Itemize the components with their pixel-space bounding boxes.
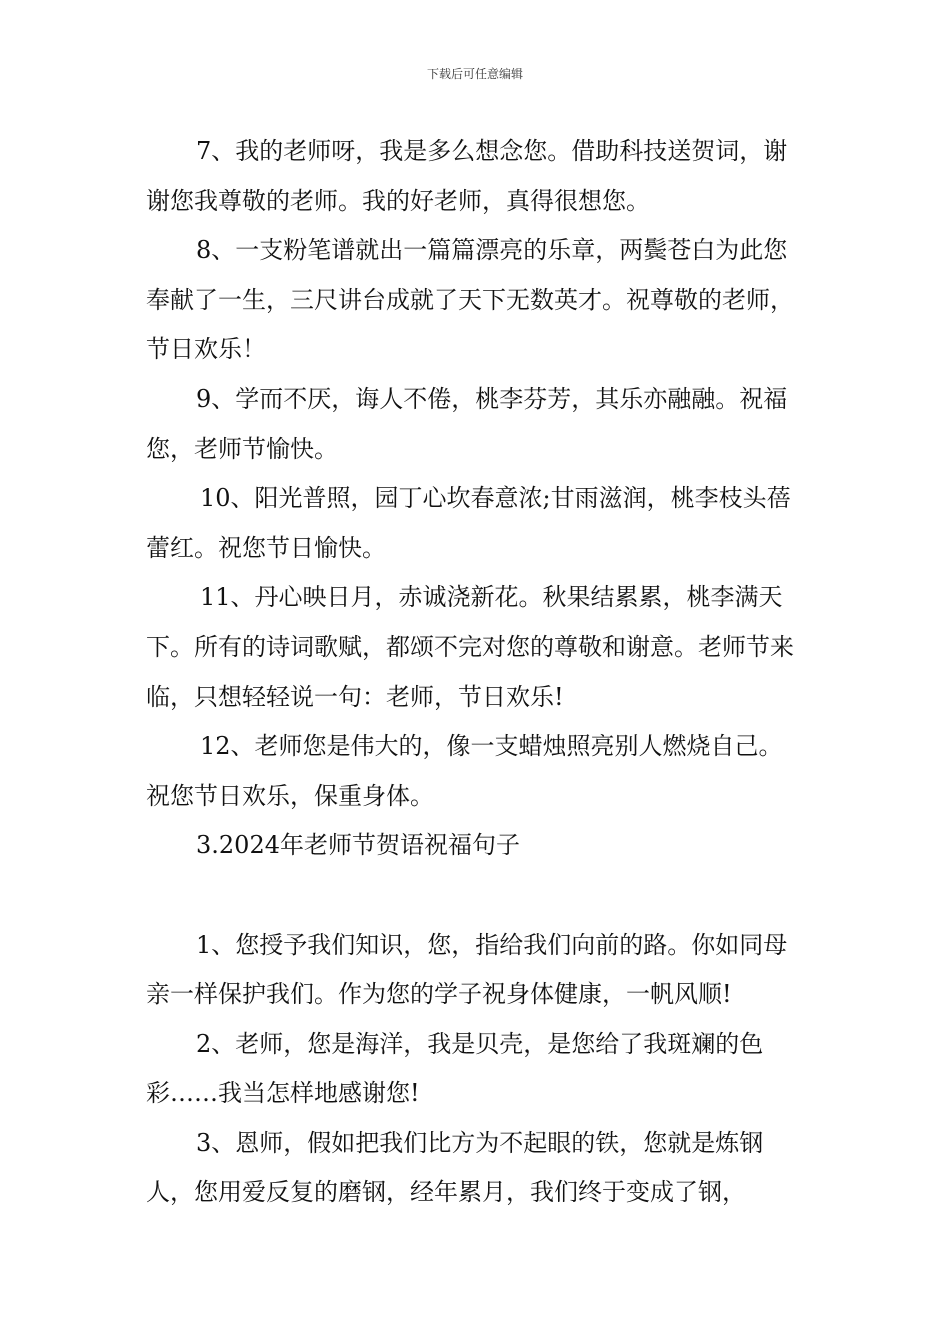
paragraph-8: 8、一支粉笔谱就出一篇篇漂亮的乐章，两鬓苍白为此您奉献了一生，三尺讲台成就了天下无数英才。祝尊敬的老师，节日欢乐！ (146, 236, 794, 364)
paragraph-11: 11、丹心映日月，赤诚浇新花。秋果结累累，桃李满天下。所有的诗词歌赋，都颂不完对您的尊敬和谢意。老师节来临，只想轻轻说一句：老师，节日欢乐! (146, 583, 794, 711)
page-header: 下载后可任意编辑 (426, 67, 523, 81)
paragraph-12-line-2: 祝您节日欢乐，保重身体。 (146, 781, 434, 810)
paragraph-10: 10、阳光普照，园丁心坎春意浓;甘雨滋润，桃李枝头蓓蕾红。祝您节日愉快。 (146, 484, 791, 562)
paragraph-3: 3、恩师，假如把我们比方为不起眼的铁，您就是炼钢人，您用爱反复的磨钢，经年累月，我们终于变成了钢， (146, 1128, 764, 1207)
paragraph-12-line-1: 12、老师您是伟大的，像一支蜡烛照亮别人燃烧自己。 (200, 732, 783, 761)
section-title: 3.2024年老师节贺语祝福句子 (196, 831, 520, 860)
paragraph-7: 7、我的老师呀，我是多么想念您。借助科技送贺词，谢谢您我尊敬的老师。我的好老师，真得很想您。 (146, 137, 788, 215)
blank-line (146, 871, 806, 921)
document-body (146, 127, 806, 1218)
paragraph-1: 1、您授予我们知识，您，指给我们向前的路。你如同母亲一样保护我们。作为您的学子祝身体健康，一帆风顺! (146, 930, 788, 1009)
paragraph-9: 9、学而不厌，诲人不倦，桃李芬芳，其乐亦融融。祝福您，老师节愉快。 (146, 384, 788, 463)
paragraph-2: 2、老师，您是海洋，我是贝壳，是您给了我斑斓的色彩……我当怎样地感谢您! (146, 1029, 764, 1108)
